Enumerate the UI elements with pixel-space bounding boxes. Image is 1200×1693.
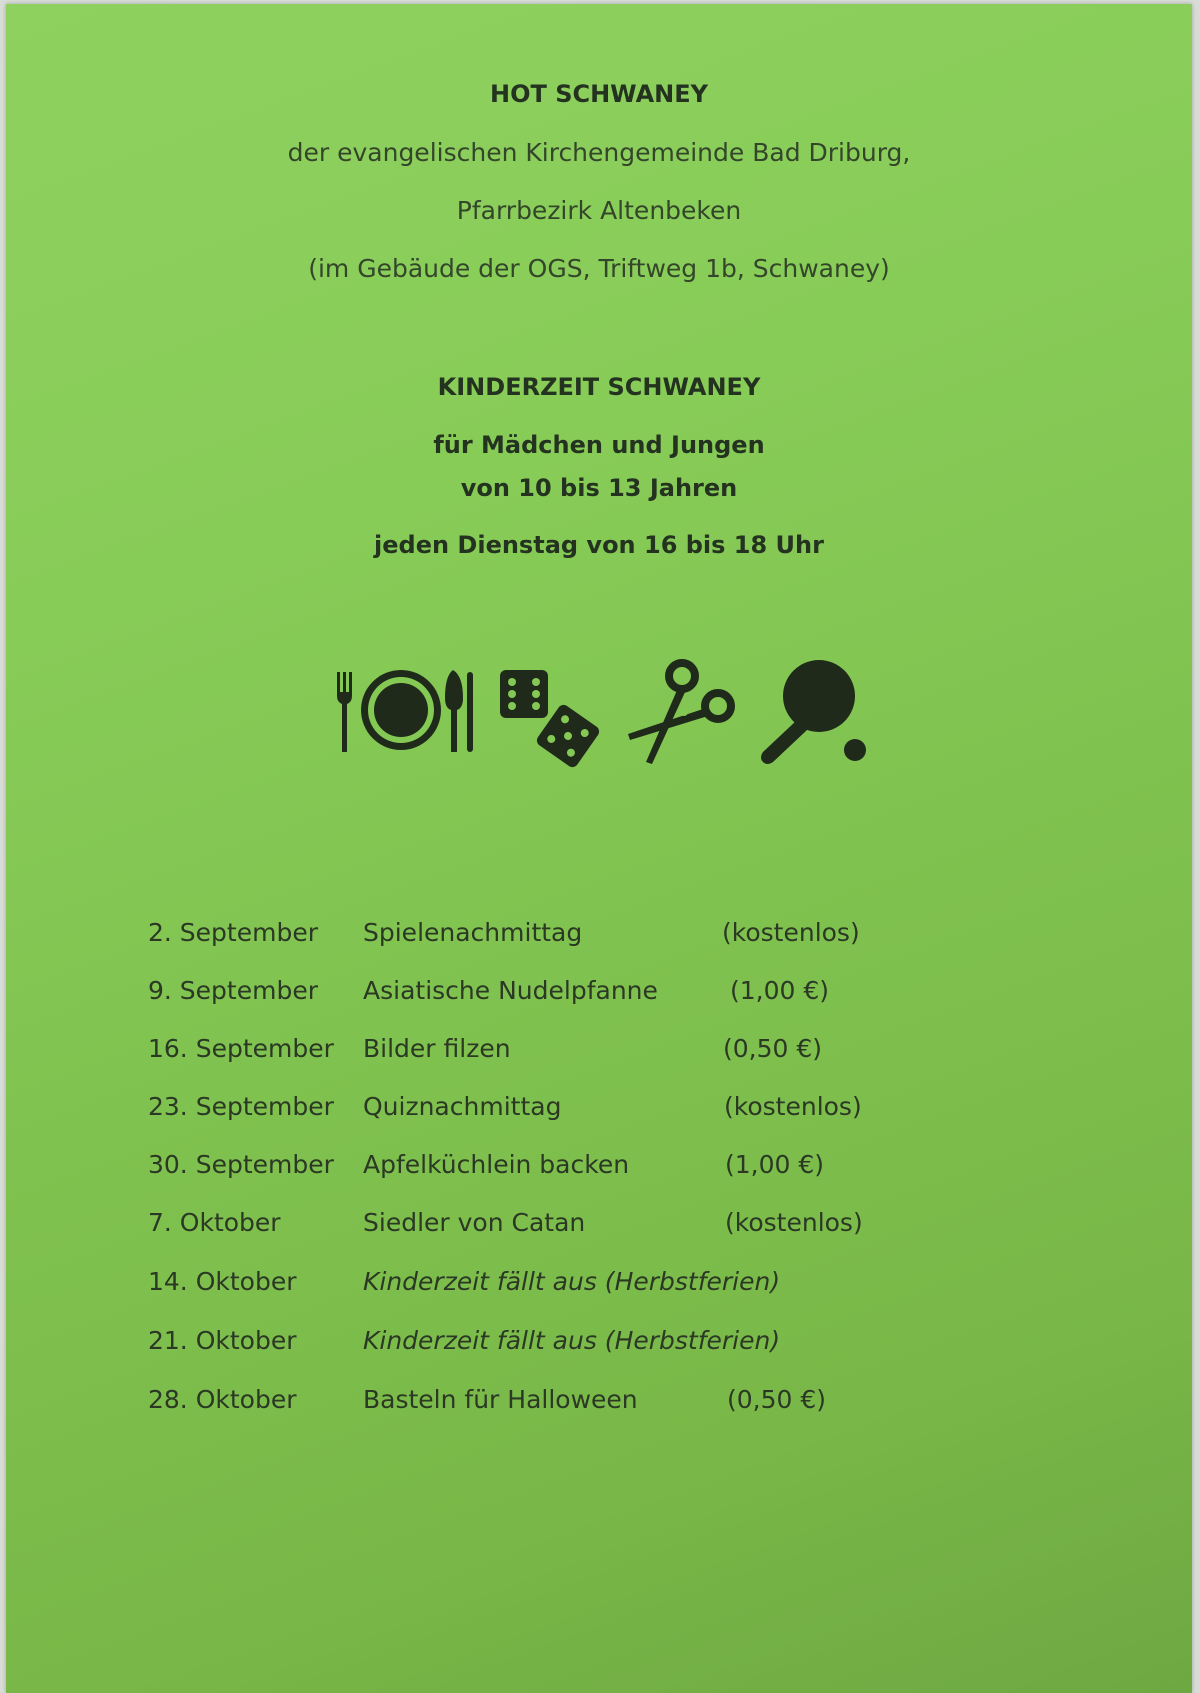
event-date: 7. Oktober (148, 1208, 281, 1237)
event-date: 28. Oktober (148, 1385, 297, 1414)
event-date: 2. September (148, 918, 318, 947)
program-title: KINDERZEIT SCHWANEY (437, 373, 761, 401)
event-price: (0,50 €) (723, 1034, 823, 1063)
event-title: Asiatische Nudelpfanne (363, 976, 658, 1005)
event-date: 16. September (148, 1034, 334, 1063)
event-date: 30. September (148, 1150, 334, 1179)
flyer-page (6, 4, 1192, 1693)
event-price: (kostenlos) (725, 1208, 863, 1237)
header-title: HOT SCHWANEY (489, 80, 709, 108)
program-schedule: jeden Dienstag von 16 bis 18 Uhr (374, 531, 824, 559)
event-title: Siedler von Catan (363, 1208, 586, 1237)
event-title: Kinderzeit fällt aus (Herbstferien) (363, 1326, 781, 1355)
event-date: 9. September (148, 976, 318, 1005)
event-title: Quiznachmittag (363, 1092, 562, 1121)
event-schedule (6, 4, 1192, 1693)
event-price: (kostenlos) (722, 918, 860, 947)
event-title: Apfelküchlein backen (363, 1150, 630, 1179)
event-price: (1,00 €) (730, 976, 830, 1005)
header-line-2: Pfarrbezirk Altenbeken (456, 196, 742, 225)
header-line-1: der evangelischen Kirchengemeinde Bad Driburg, (287, 138, 911, 167)
program-audience-1: für Mädchen und Jungen (433, 431, 765, 459)
event-date: 21. Oktober (148, 1326, 297, 1355)
event-title: Spielenachmittag (363, 918, 583, 947)
event-price: (1,00 €) (725, 1150, 825, 1179)
event-title: Kinderzeit fällt aus (Herbstferien) (363, 1267, 781, 1296)
event-title: Basteln für Halloween (363, 1385, 638, 1414)
program-audience-2: von 10 bis 13 Jahren (460, 474, 738, 502)
event-date: 23. September (148, 1092, 334, 1121)
event-price: (0,50 €) (727, 1385, 827, 1414)
event-date: 14. Oktober (148, 1267, 297, 1296)
event-price: (kostenlos) (724, 1092, 862, 1121)
header-line-3: (im Gebäude der OGS, Triftweg 1b, Schwaney) (308, 254, 890, 283)
event-title: Bilder filzen (363, 1034, 511, 1063)
